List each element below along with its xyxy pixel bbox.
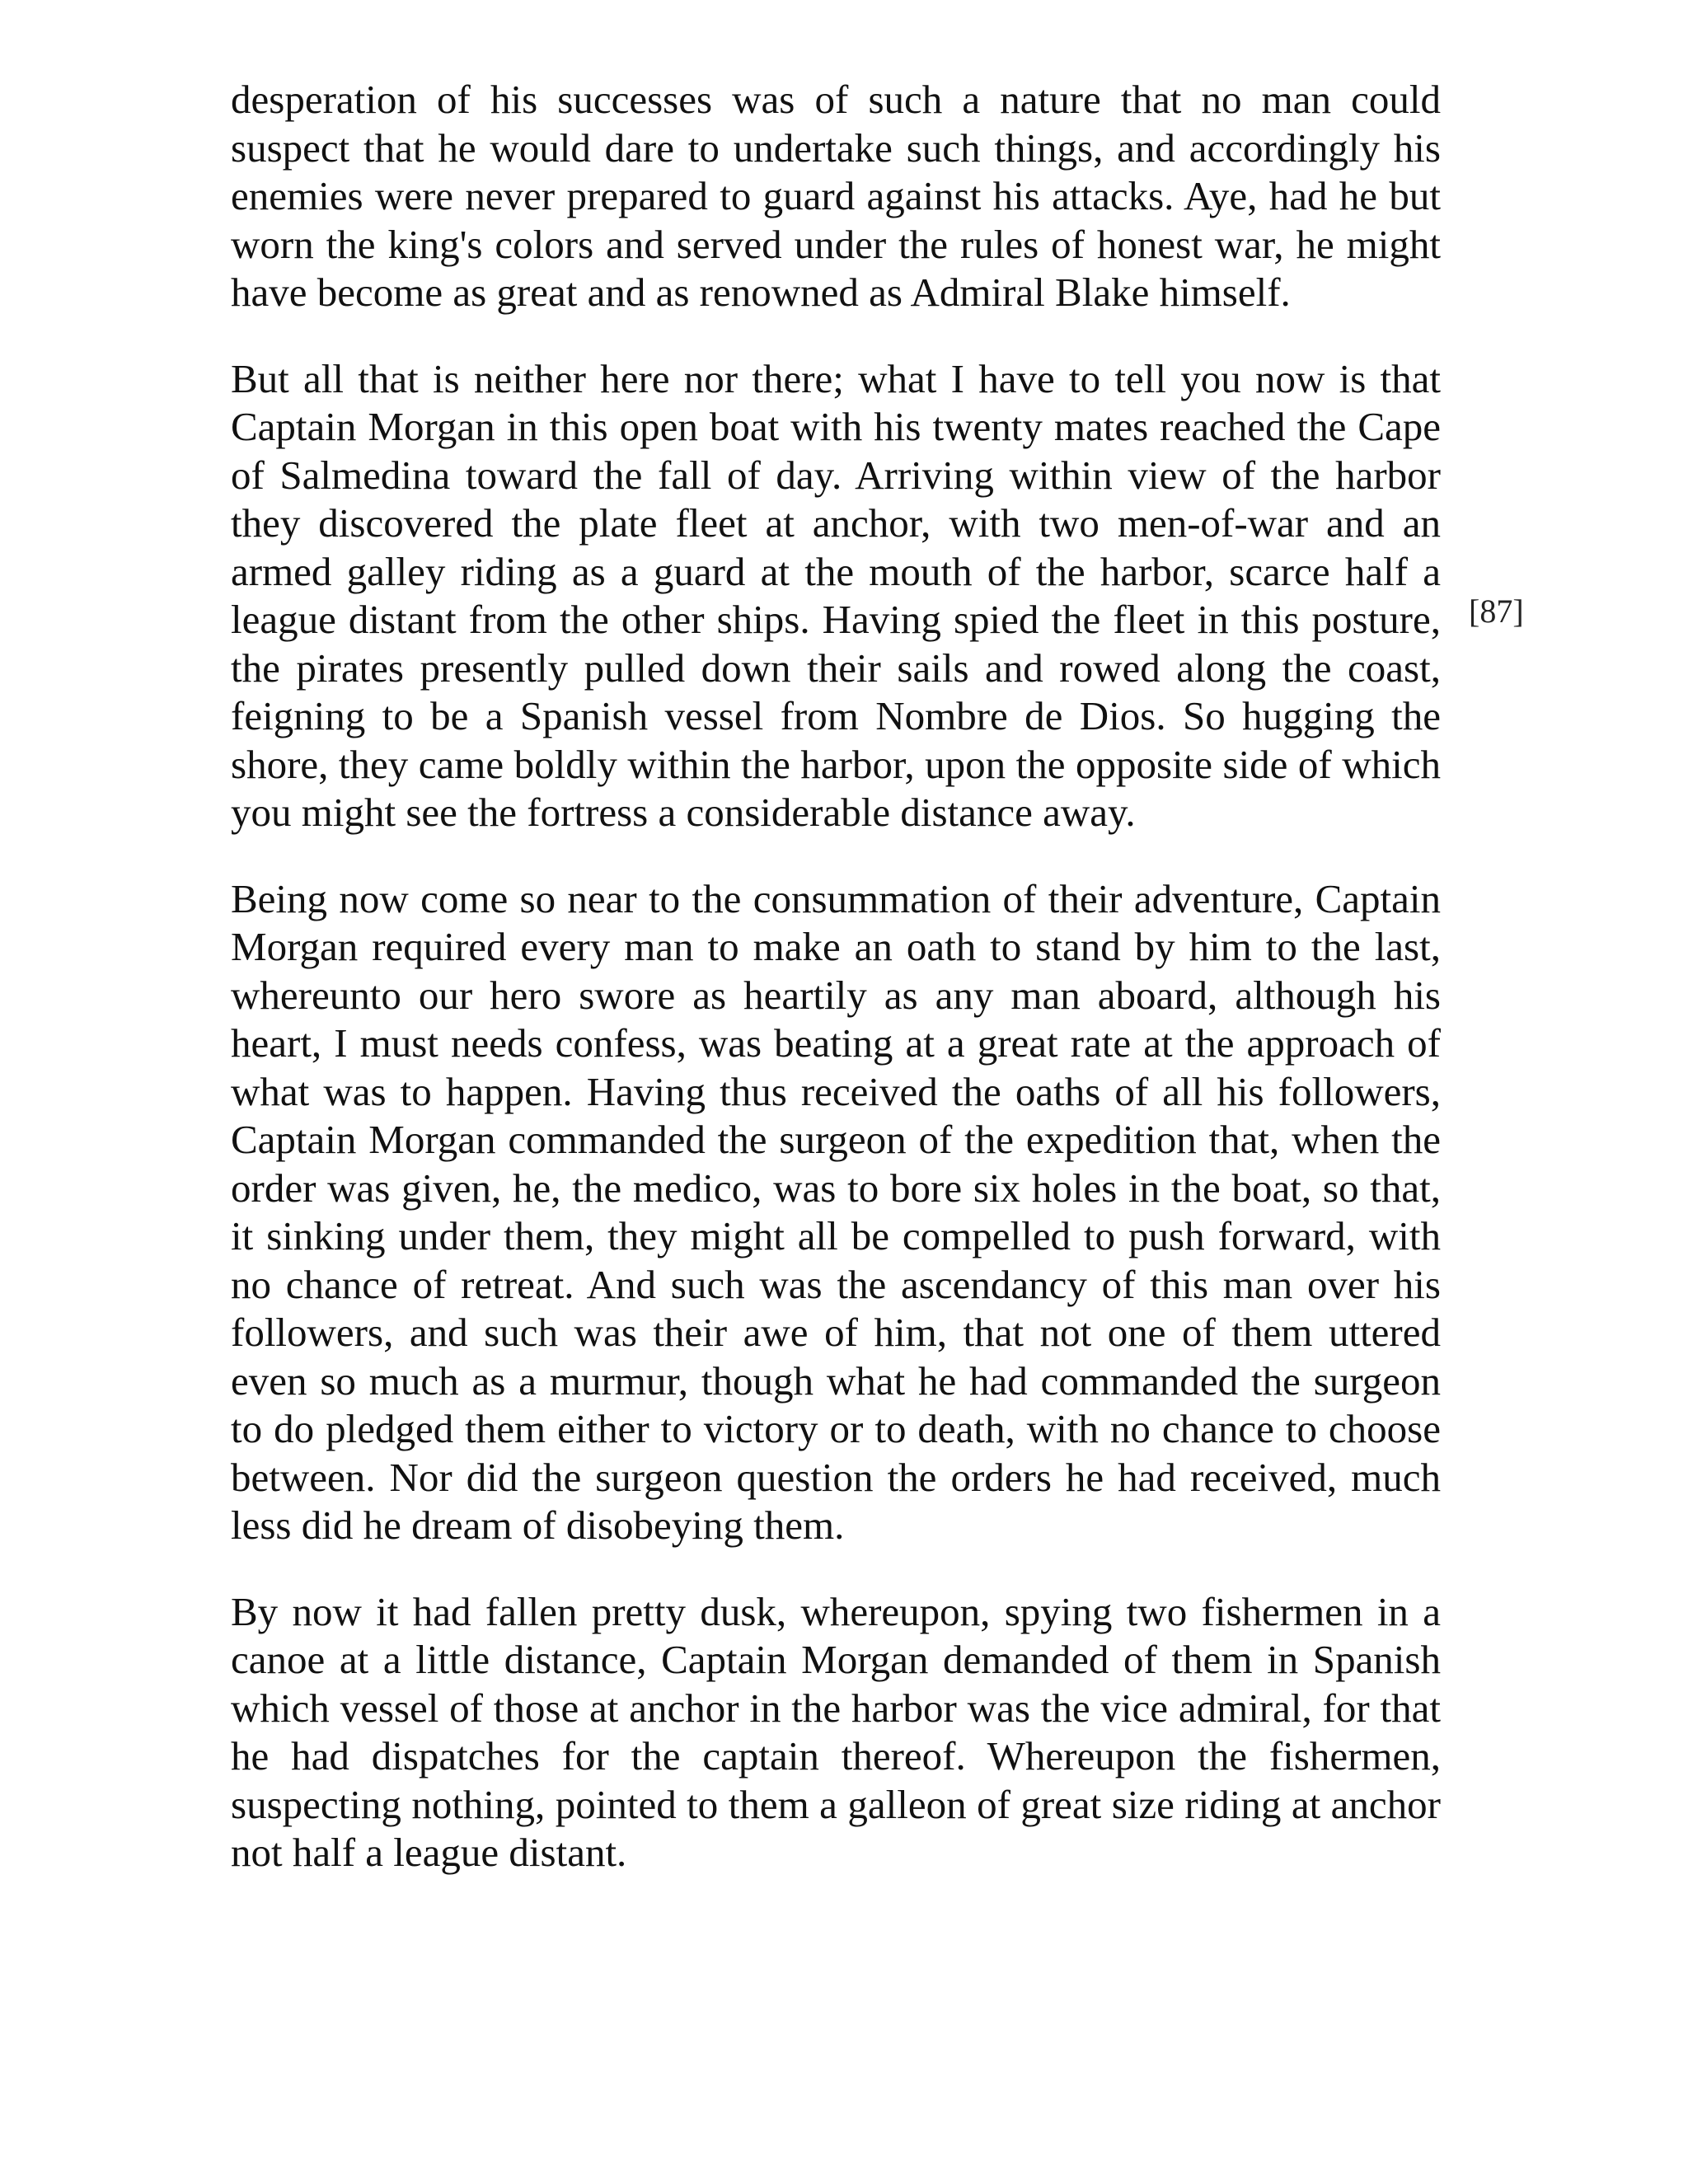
paragraph-3: Being now come so near to the consummation of their adventure, Captain Morgan required every man to make an oath to stand by him to the last, whereunto our hero swore as heartily as any man aboard, although his heart, I must needs confess, was beating at a great rate at the approach of what was to happen. Having thus received the oaths of all his followers, Captain Morgan commanded the surgeon of the expedition that, when the order was given, he, the medico, was to bore six holes in the boat, so that, it sinking under them, they might all be compelled to push forward, with no chance of retreat. And such was the ascendancy of this man over his followers, and such was their awe of him, that not one of them uttered even so much as a murmur, though what he had commanded the surgeon to do pledged them either to victory or to death, with no chance to choose between. Nor did the surgeon question the orders he had received, much less did he dream of disobeying them. (231, 875, 1441, 1548)
paragraph-2: But all that is neither here nor there; what I have to tell you now is that Captain Morgan in this open boat with his twenty mates reached the Cape of Salmedina toward the fall of day. Arriving within view of the harbor they discovered the plate fleet at anchor, with two men-of-war and an armed galley riding as a guard at the mouth of the harbor, scarce half a league distant from the other ships. Having spied the fleet in this posture, the pirates presently pulled down their sails and rowed along the coast, feigning to be a Spanish vessel from Nombre de Dios. So hugging the shore, they came boldly within the harbor, upon the opposite side of which you might see the fortress a considerable distance away. (231, 355, 1441, 835)
paragraph-4: By now it had fallen pretty dusk, whereupon, spying two fishermen in a canoe at a little distance, Captain Morgan demanded of them in Spanish which vessel of those at anchor in the harbor was the vice admiral, for that he had dispatches for the captain thereof. Whereupon the fishermen, suspecting nothing, pointed to them a galleon of great size riding at anchor not half a league distant. (231, 1588, 1441, 1875)
book-page-body (231, 76, 1441, 1915)
page-number: [87] (1469, 593, 1524, 630)
paragraph-1: desperation of his successes was of such a nature that no man could suspect that he would dare to undertake such things, and accordingly his enemies were never prepared to guard against his attacks. Aye, had he but worn the king's colors and served under the rules of honest war, he might have become as great and as renowned as Admiral Blake himself. (231, 77, 1441, 315)
